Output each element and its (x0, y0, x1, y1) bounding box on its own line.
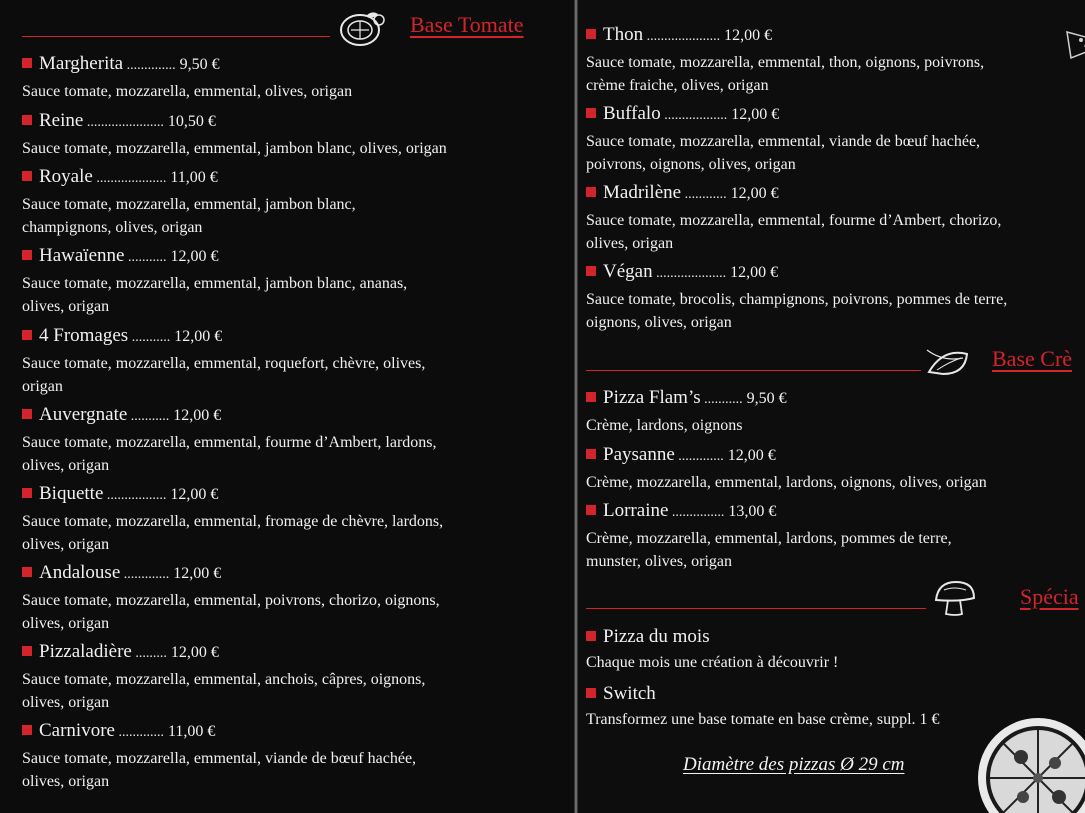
menu-item-name: Pizzaladière (39, 641, 132, 662)
menu-item (586, 261, 1081, 334)
menu-item-name: Hawaïenne (39, 245, 125, 266)
menu-item-description (586, 414, 1081, 437)
menu-item-header (22, 325, 562, 349)
description-line: Sauce tomate, mozzarella, emmental, jambon blanc, (22, 196, 356, 213)
menu-item (586, 500, 1081, 573)
description-line: Sauce tomate, brocolis, champignons, poivrons, pommes de terre, (586, 291, 1008, 308)
menu-item (22, 53, 562, 103)
description-line: Sauce tomate, mozzarella, emmental, fromage de chèvre, lardons, (22, 513, 444, 530)
menu-item-description (22, 352, 562, 398)
bullet-square-icon (22, 488, 32, 498)
bullet-square-icon (22, 250, 32, 260)
menu-item-name: Andalouse (39, 562, 121, 583)
menu-item (586, 24, 1081, 97)
menu-item-price: 12,00 € (173, 407, 222, 424)
menu-item-price: 11,00 € (170, 169, 218, 186)
menu-item-dots: .................... (92, 171, 167, 186)
bullet-square-icon (22, 115, 32, 125)
menu-item-name: Madrilène (603, 182, 682, 203)
menu-item-dots: ..................... (643, 29, 721, 44)
menu-item-name: Auvergnate (39, 404, 128, 425)
menu-item-header (586, 182, 1081, 206)
description-line: Sauce tomate, mozzarella, emmental, roquefort, chèvre, olives, (22, 355, 426, 372)
description-line: Sauce tomate, mozzarella, emmental, jambon blanc, ananas, (22, 275, 408, 292)
bullet-square-icon (586, 266, 596, 276)
menu-item-price: 12,00 € (170, 248, 219, 265)
menu-item (22, 166, 562, 239)
menu-item-header (22, 404, 562, 428)
menu-item-dots: ......... (131, 646, 167, 661)
description-line: champignons, olives, origan (22, 219, 203, 236)
description-line: Sauce tomate, mozzarella, emmental, fourme d’Ambert, chorizo, (586, 212, 1002, 229)
description-line: olives, origan (586, 235, 674, 252)
menu-item-name: Margherita (39, 53, 124, 74)
menu-item-name: Carnivore (39, 720, 115, 741)
section-divider (586, 370, 921, 371)
menu-item-name: Biquette (39, 483, 104, 504)
bullet-square-icon (22, 58, 32, 68)
menu-item-header (586, 103, 1081, 127)
bullet-square-icon (22, 171, 32, 181)
menu-item-dots: .................... (652, 266, 727, 281)
menu-item-name: Paysanne (603, 444, 675, 465)
menu-item-header (586, 261, 1081, 285)
menu-item-name: Pizza Flam’s (603, 387, 701, 408)
bullet-square-icon (22, 567, 32, 577)
menu-item-name: Switch (603, 683, 656, 704)
menu-item-price: 12,00 € (174, 328, 223, 345)
description-line: origan (22, 378, 63, 395)
description-line: Sauce tomate, mozzarella, emmental, jambon blanc, olives, origan (22, 140, 447, 157)
description-line: crème fraiche, olives, origan (586, 77, 769, 94)
menu-item-price: 9,50 € (179, 56, 220, 73)
description-line: Sauce tomate, mozzarella, emmental, poivrons, chorizo, oignons, (22, 592, 440, 609)
menu-item-name: Lorraine (603, 500, 669, 521)
bullet-square-icon (586, 187, 596, 197)
menu-item-dots: ........... (128, 330, 171, 345)
bullet-square-icon (586, 688, 596, 698)
menu-item-description (586, 527, 1081, 573)
menu-item-dots: ...................... (83, 115, 164, 130)
menu-item-header (586, 387, 1081, 411)
menu-item-name: Pizza du mois (603, 626, 710, 647)
menu-right-page (578, 0, 1085, 813)
menu-item-price: 11,00 € (167, 723, 216, 740)
menu-item-price: 12,00 € (731, 106, 780, 123)
menu-item-header (22, 110, 562, 134)
menu-item-description (22, 272, 562, 318)
bullet-square-icon (586, 505, 596, 515)
menu-item-header (22, 166, 562, 190)
menu-item-dots: ........... (700, 392, 743, 407)
menu-item-description (586, 288, 1081, 334)
section-divider (586, 608, 926, 609)
menu-item-description (586, 130, 1081, 176)
bullet-square-icon (586, 108, 596, 118)
section-base-creme (578, 342, 1085, 378)
menu-item-dots: ............. (120, 567, 170, 582)
description-line: oignons, olives, origan (586, 314, 732, 331)
menu-item (586, 444, 1081, 494)
description-line: Sauce tomate, mozzarella, emmental, fourme d’Ambert, lardons, (22, 434, 437, 451)
menu-item-dots: .............. (123, 58, 176, 73)
description-line: Chaque mois une création à découvrir ! (586, 654, 839, 671)
description-line: olives, origan (22, 615, 110, 632)
description-line: poivrons, oignons, olives, origan (586, 156, 796, 173)
bullet-square-icon (586, 449, 596, 459)
menu-item-dots: .................. (660, 108, 728, 123)
menu-item-price: 12,00 € (730, 185, 779, 202)
menu-item-price: 12,00 € (170, 644, 219, 661)
bullet-square-icon (586, 29, 596, 39)
section-specialites (578, 578, 1085, 614)
menu-item-dots: ............... (668, 505, 725, 520)
menu-item-description (586, 209, 1081, 255)
section-title: Spécia (1020, 584, 1079, 609)
description-line: olives, origan (22, 694, 110, 711)
description-line: Sauce tomate, mozzarella, emmental, viande de bœuf hachée, (586, 133, 981, 150)
menu-item-dots: ............. (114, 725, 164, 740)
menu-item-name: Thon (603, 24, 644, 45)
description-line: Crème, mozzarella, emmental, lardons, pommes de terre, (586, 530, 952, 547)
menu-item-price: 12,00 € (730, 264, 779, 281)
description-line: Crème, lardons, oignons (586, 417, 743, 434)
menu-item-header (586, 683, 1081, 705)
menu-item-price: 12,00 € (173, 565, 222, 582)
menu-item-price: 10,50 € (167, 113, 216, 130)
description-line: Crème, mozzarella, emmental, lardons, oignons, olives, origan (586, 474, 987, 491)
section-divider (22, 36, 330, 37)
menu-item-price: 12,00 € (724, 27, 773, 44)
description-line: Sauce tomate, mozzarella, emmental, anchois, câpres, oignons, (22, 671, 426, 688)
menu-item-dots: ............ (681, 187, 727, 202)
menu-item-description (22, 668, 562, 714)
menu-item-name: Buffalo (603, 103, 661, 124)
menu-item (22, 404, 562, 477)
menu-item-name: 4 Fromages (39, 325, 129, 346)
mushroom-icon (930, 578, 980, 618)
pizza-illustration-icon (973, 713, 1085, 813)
bullet-square-icon (586, 392, 596, 402)
menu-item-price: 12,00 € (170, 486, 219, 503)
menu-item-dots: ........... (124, 250, 167, 265)
menu-item (22, 562, 562, 635)
bullet-square-icon (22, 330, 32, 340)
menu-item-price: 13,00 € (728, 503, 777, 520)
menu-item-description (22, 589, 562, 635)
menu-item-price: 12,00 € (727, 447, 776, 464)
menu-item-description (586, 471, 1081, 494)
bullet-square-icon (22, 725, 32, 735)
menu-item (22, 245, 562, 318)
menu-item-name: Reine (39, 110, 84, 131)
menu-item-description (22, 510, 562, 556)
description-line: Sauce tomate, mozzarella, emmental, olives, origan (22, 83, 353, 100)
description-line: Sauce tomate, mozzarella, emmental, viande de bœuf hachée, (22, 750, 417, 767)
menu-item-price: 9,50 € (746, 390, 787, 407)
menu-item-header (22, 720, 562, 744)
menu-item-header (22, 245, 562, 269)
menu-item (22, 720, 562, 793)
menu-item-dots: ........... (127, 409, 170, 424)
tomato-icon (336, 8, 388, 48)
pizza-diameter-note: Diamètre des pizzas Ø 29 cm (683, 754, 905, 775)
menu-item-header (22, 53, 562, 77)
menu-item-header (22, 483, 562, 507)
description-line: munster, olives, origan (586, 553, 732, 570)
menu-item-header (586, 444, 1081, 468)
menu-item (22, 483, 562, 556)
menu-item (586, 387, 1081, 437)
menu-item-header (22, 562, 562, 586)
menu-item-description (22, 137, 562, 160)
bullet-square-icon (22, 646, 32, 656)
menu-item-description (586, 51, 1081, 97)
description-line: olives, origan (22, 773, 110, 790)
menu-item-description (22, 193, 562, 239)
description-line: olives, origan (22, 457, 110, 474)
menu-item-header (22, 641, 562, 665)
description-line: Transformez une base tomate en base crème, suppl. 1 € (586, 711, 940, 728)
menu-item (22, 641, 562, 714)
leaf-icon (923, 344, 975, 380)
menu-item-header (586, 500, 1081, 524)
bullet-square-icon (22, 409, 32, 419)
menu-item (22, 325, 562, 398)
menu-item (586, 626, 1081, 674)
menu-item-description (22, 747, 562, 793)
menu-item (22, 110, 562, 160)
bullet-square-icon (586, 631, 596, 641)
section-title: Base Crè (992, 346, 1073, 371)
section-base-tomate (0, 6, 574, 42)
menu-item-description (22, 80, 562, 103)
menu-item-name: Royale (39, 166, 93, 187)
description-line: olives, origan (22, 536, 110, 553)
menu-item-dots: ................. (103, 488, 167, 503)
menu-item-description (586, 651, 1081, 674)
menu-item-description (22, 431, 562, 477)
menu-item (586, 182, 1081, 255)
menu-item (586, 103, 1081, 176)
menu-item-name: Végan (603, 261, 653, 282)
menu-item-header (586, 626, 1081, 648)
menu-item-header (586, 24, 1081, 48)
description-line: olives, origan (22, 298, 110, 315)
menu-item-dots: ............. (674, 449, 724, 464)
description-line: Sauce tomate, mozzarella, emmental, thon, oignons, poivrons, (586, 54, 985, 71)
section-title: Base Tomate (410, 12, 524, 37)
